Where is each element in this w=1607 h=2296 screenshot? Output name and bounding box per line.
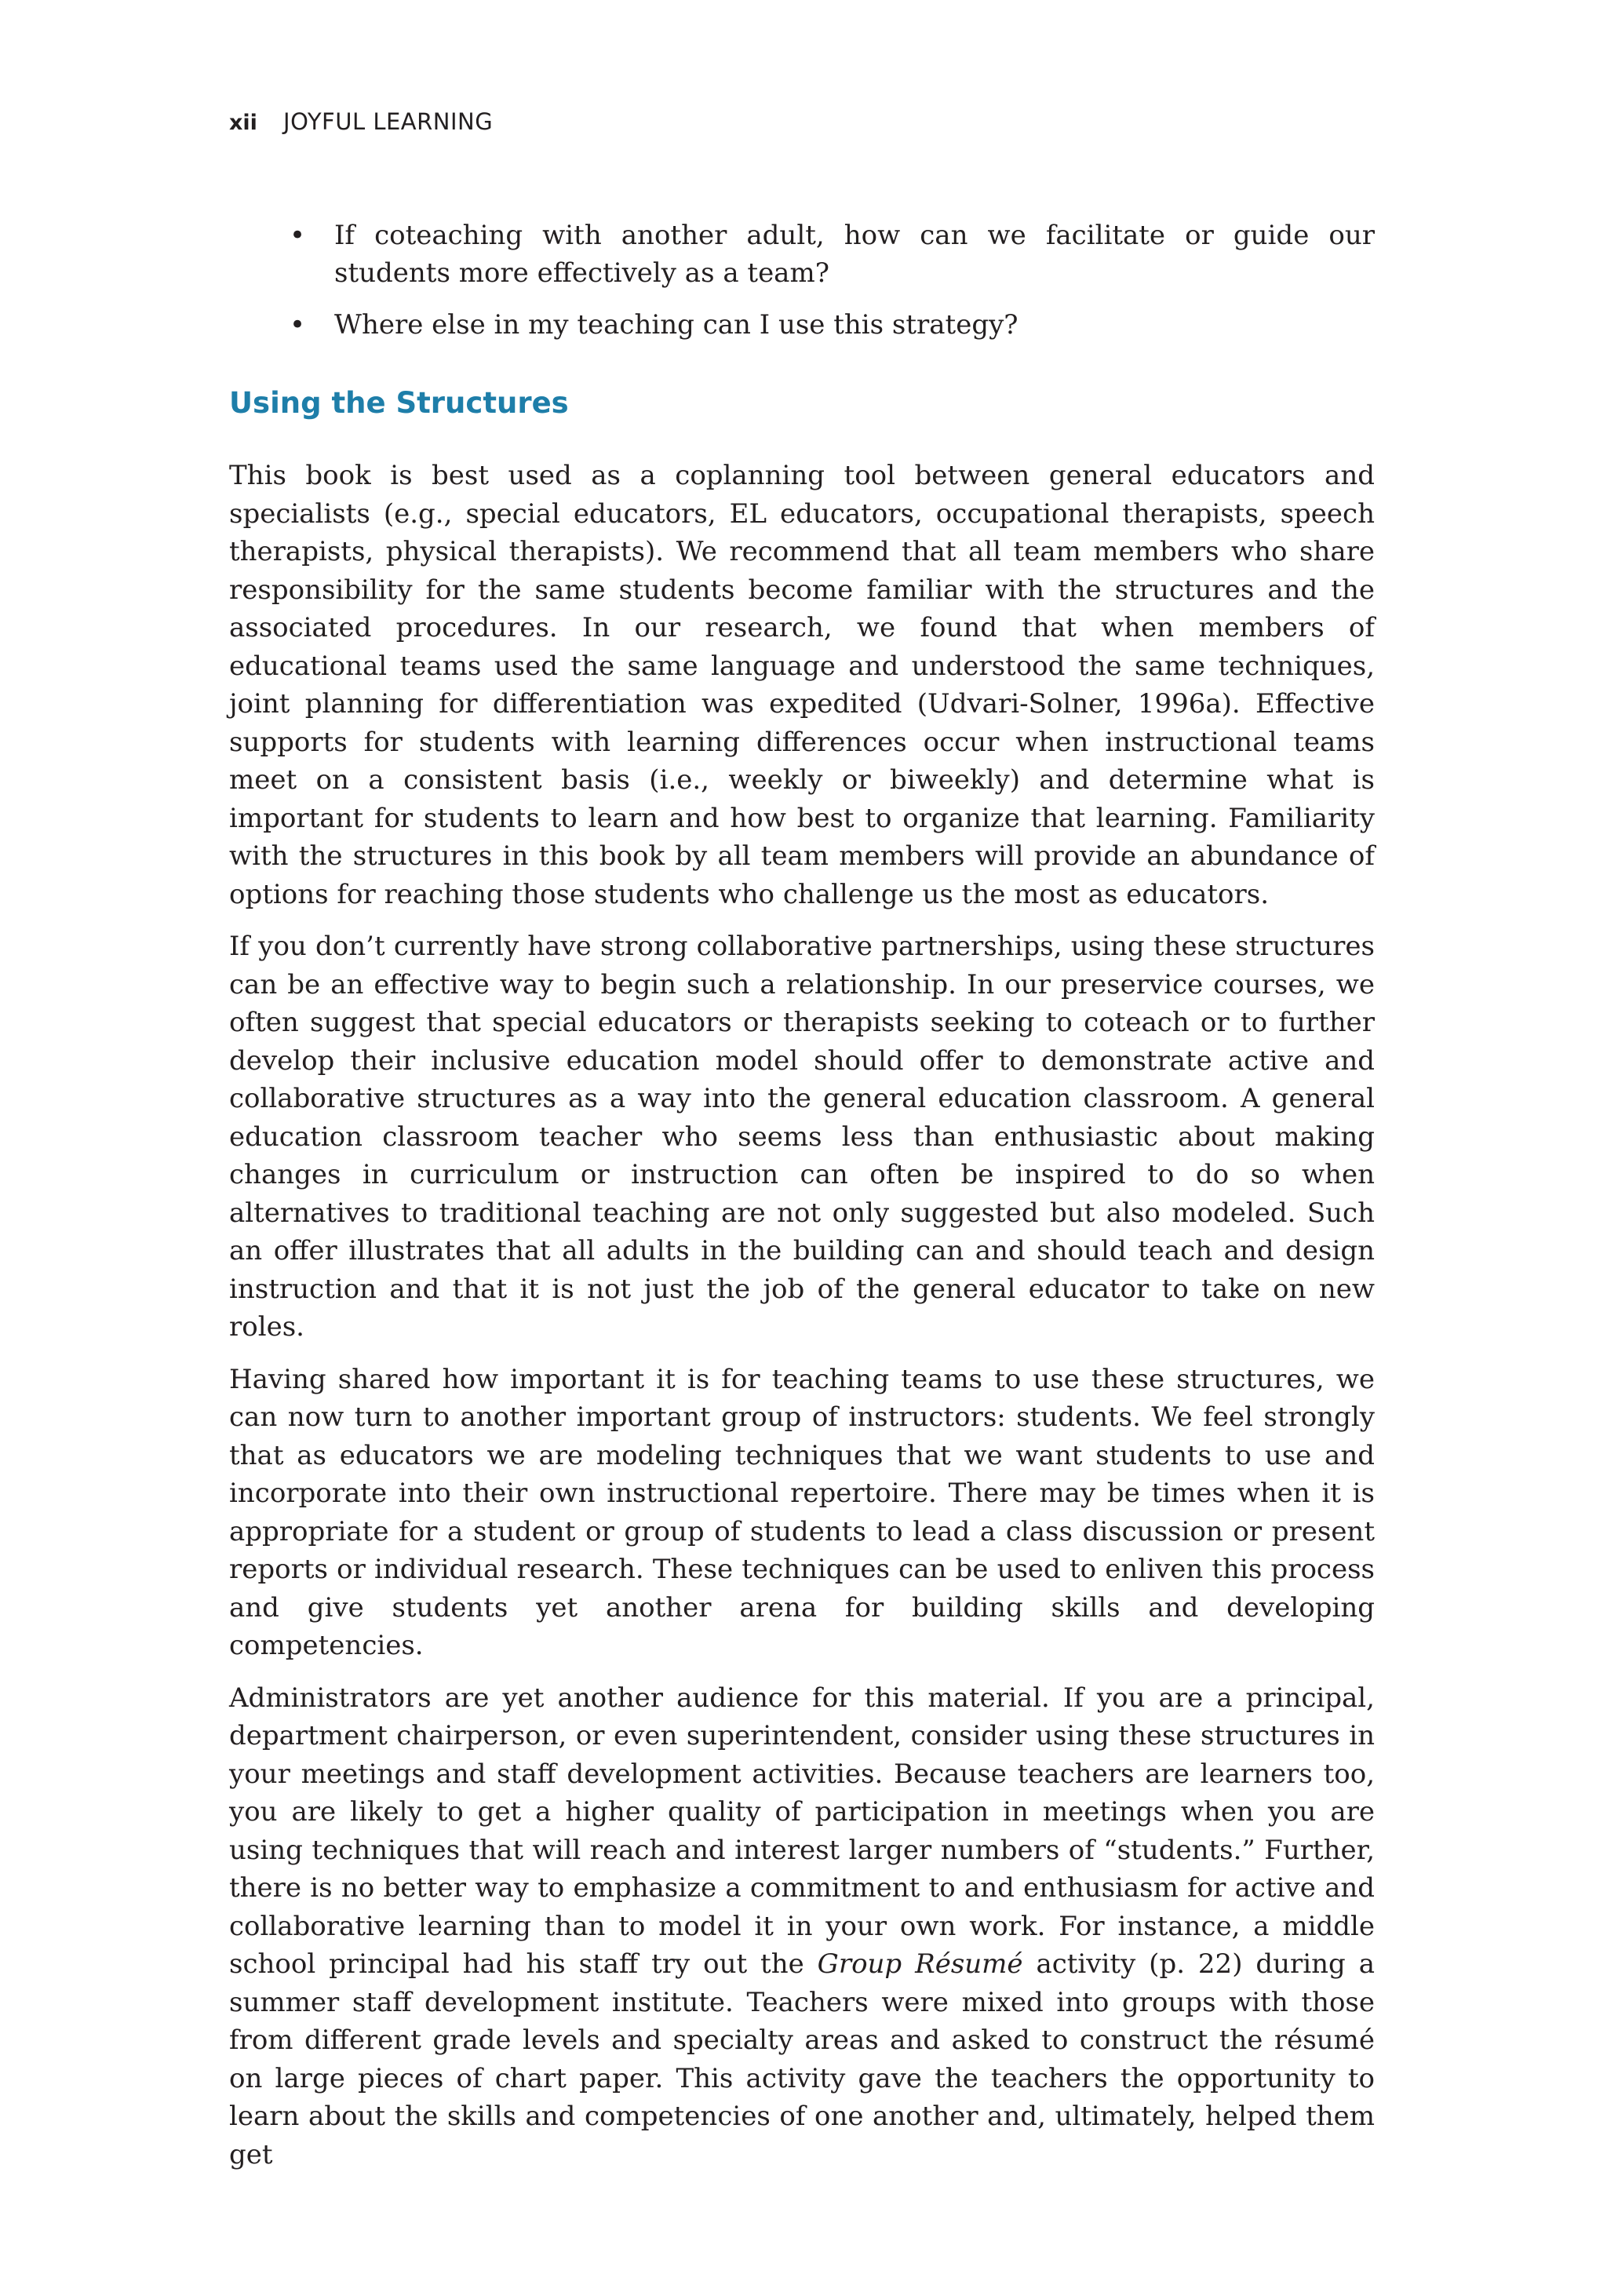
running-head — [229, 108, 493, 135]
paragraph-administrators — [229, 1679, 1375, 2174]
activity-title: Group Résumé — [817, 1948, 1023, 1980]
paragraph-coplanning: This book is best used as a coplanning tool between general educators and specialists (e.g., special educators, EL educators, occupational therapists, speech therapists, physical therapists). We recommend that all team members who share responsibility for the same students become familiar with the structures and the associated procedures. In our research, we found that when members of educational teams used the same language and understood the same techniques, joint planning for differentiation was expedited (Udvari-Solner, 1996a). Effective supports for students with learning differences occur when instructional teams meet on a consistent basis (i.e., weekly or biweekly) and determine what is important for students to learn and how best to organize that learning. Familiarity with the structures in this book by all team members will provide an abundance of options for reaching those students who challenge us the most as educators. — [229, 460, 1375, 910]
paragraph-students: Having shared how important it is for teaching teams to use these structures, we can now turn to another important group of instructors: students. We feel strongly that as educators we are modeling techniques that we want students to use and incorporate into their own instructional repertoire. There may be times when it is appropriate for a student or group of students to lead a class discussion or present reports or individual research. These techniques can be used to enliven this process and give students yet another arena for building skills and developing competencies. — [229, 1363, 1375, 1661]
page-body — [229, 217, 1375, 2188]
bullet-list — [229, 217, 1375, 344]
list-item-text: If coteaching with another adult, how can we facilitate or guide our students more effectively as a team? — [334, 220, 1375, 289]
list-item — [229, 306, 1375, 344]
section-heading: Using the Structures — [229, 386, 569, 420]
paragraph-text: activity (p. 22) during a summer staff development institute. Teachers were mixed into groups with those from different grade levels and specialty areas and asked to construct the résumé on large pieces of chart paper. This activity gave the teachers the opportunity to learn about the skills and competencies of one another and, ultimately, helped them get — [229, 1948, 1375, 2170]
list-item — [229, 217, 1375, 292]
bullet-icon: • — [290, 309, 306, 341]
book-title: JOYFUL LEARNING — [283, 108, 494, 135]
bullet-icon: • — [290, 220, 306, 251]
page-number: xii — [229, 111, 257, 135]
paragraph-partnerships: If you don’t currently have strong collaborative partnerships, using these structures can be an effective way to begin such a relationship. In our preservice courses, we often suggest that special educators or therapists seeking to coteach or to further develop their inclusive education model should offer to demonstrate active and collaborative structures as a way into the general education classroom. A general education classroom teacher who seems less than enthusiastic about making changes in curriculum or instruction can often be inspired to do so when alternatives to traditional teaching are not only suggested but also modeled. Such an offer illustrates that all adults in the building can and should teach and design instruction and that it is not just the job of the general educator to take on new roles. — [229, 931, 1375, 1343]
paragraph-text: Administrators are yet another audience for this material. If you are a principal, department chairperson, or even superintendent, consider using these structures in your meetings and staff development activities. Because teachers are learners too, you are likely to get a higher quality of participation in meetings when you are using techniques that will reach and interest larger numbers of “students.” Further, there is no better way to emphasize a commitment to and enthusiasm for active and collaborative learning than to model it in your own work. For instance, a middle school principal had his staff try out the — [229, 1682, 1375, 1980]
list-item-text: Where else in my teaching can I use this strategy? — [334, 309, 1018, 341]
